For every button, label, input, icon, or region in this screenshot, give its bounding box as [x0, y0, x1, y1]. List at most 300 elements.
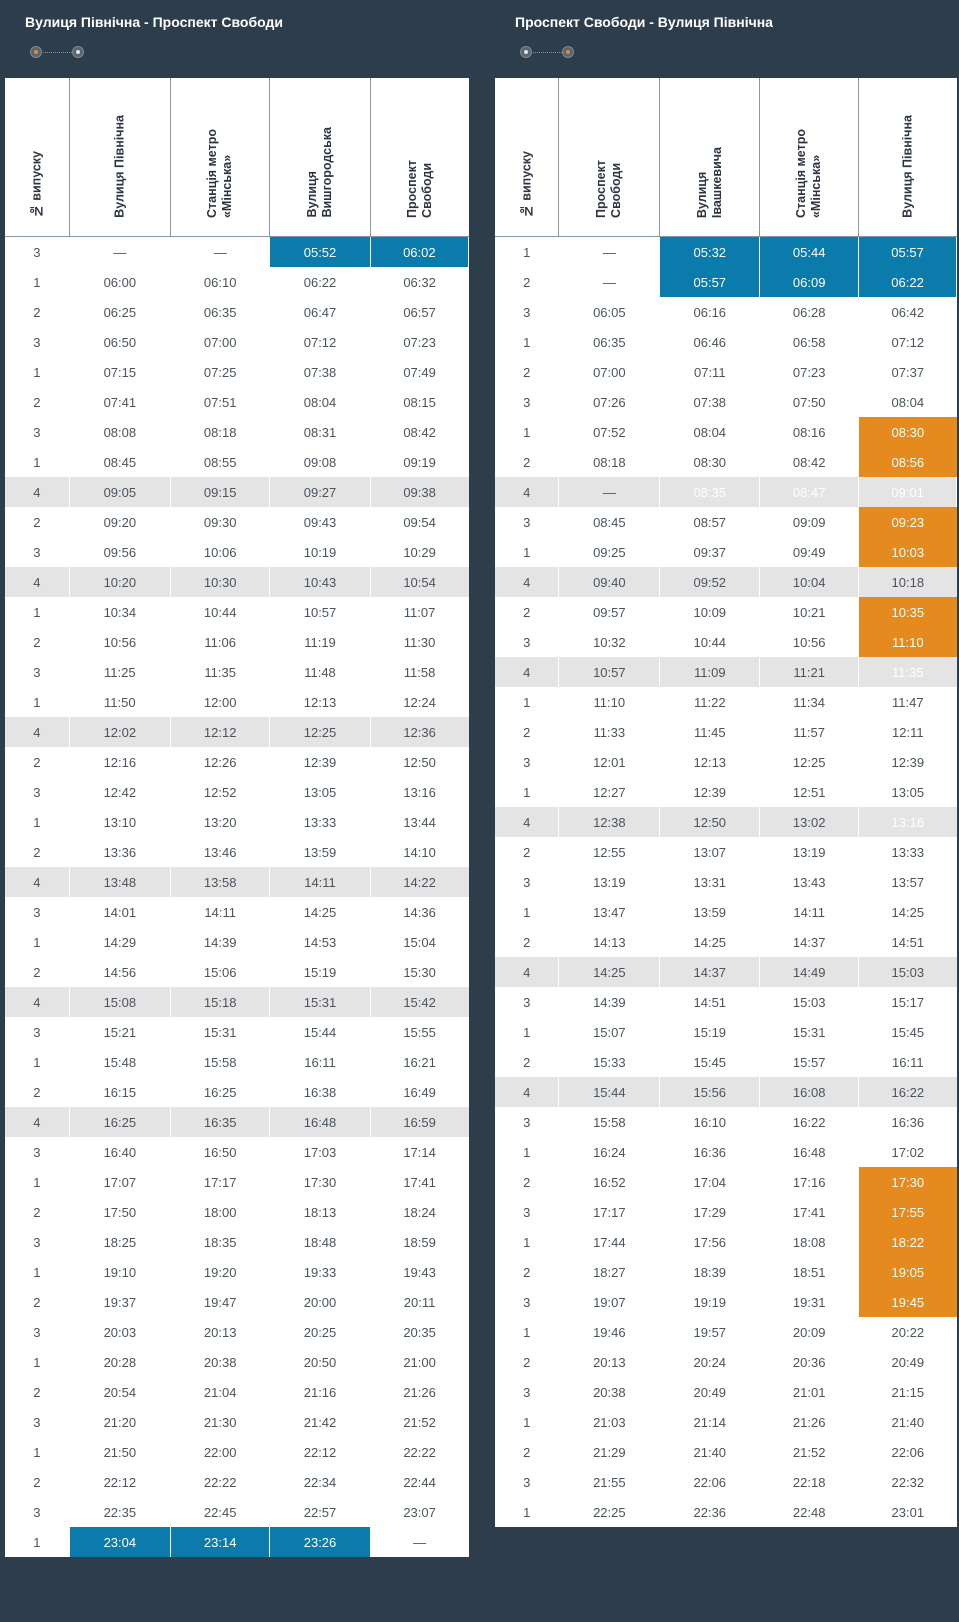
- time-cell: 11:47: [892, 694, 924, 710]
- time-cell: 09:49: [760, 537, 859, 567]
- time-cell: 06:35: [171, 297, 270, 327]
- run-number-cell: 4: [5, 1107, 69, 1137]
- run-number-cell: 1: [495, 327, 559, 357]
- time-cell: 20:13: [171, 1317, 270, 1347]
- run-number-cell: 1: [5, 447, 69, 477]
- time-cell: 15:19: [270, 957, 370, 987]
- time-cell: 09:38: [370, 477, 468, 507]
- time-cell: 12:50: [660, 807, 760, 837]
- time-cell: 11:07: [403, 604, 436, 620]
- time-cell: 13:36: [69, 837, 170, 867]
- time-cell: 14:13: [559, 927, 660, 957]
- column-header: [171, 78, 270, 237]
- time-cell: 13:10: [69, 807, 170, 837]
- time-cell: 07:37: [891, 364, 925, 380]
- time-cell: 12:02: [69, 717, 170, 747]
- timetable-header-row: [495, 78, 957, 237]
- run-number-cell: 3: [5, 327, 69, 357]
- time-cell: 16:36: [891, 1114, 925, 1130]
- time-cell: 19:31: [760, 1287, 859, 1317]
- time-cell: 20:28: [69, 1347, 170, 1377]
- time-cell: 14:49: [760, 957, 859, 987]
- run-number-cell: 4: [495, 957, 559, 987]
- time-cell: 17:41: [760, 1197, 859, 1227]
- table-row: [5, 447, 469, 477]
- run-number-cell: 1: [5, 1527, 69, 1557]
- pager-dot-1[interactable]: [520, 46, 532, 58]
- time-cell: 09:09: [760, 507, 859, 537]
- time-cell: 11:35: [859, 657, 957, 687]
- table-row: [495, 627, 957, 657]
- time-cell: 22:12: [69, 1467, 170, 1497]
- time-cell: 11:19: [270, 627, 370, 657]
- time-cell: 10:44: [171, 597, 270, 627]
- run-number-cell: 2: [495, 1047, 559, 1077]
- time-cell: 15:33: [559, 1047, 660, 1077]
- table-row: [495, 1437, 957, 1467]
- time-cell: 18:39: [660, 1257, 760, 1287]
- time-cell: 12:27: [559, 777, 660, 807]
- time-cell: 06:28: [760, 297, 859, 327]
- run-number-cell: 2: [5, 1287, 69, 1317]
- run-number-cell: 1: [5, 1167, 69, 1197]
- time-cell: 13:33: [891, 844, 925, 860]
- time-cell: 15:03: [859, 957, 957, 987]
- time-cell: 13:48: [69, 867, 170, 897]
- time-cell: 12:25: [270, 717, 370, 747]
- time-cell: 09:56: [69, 537, 170, 567]
- run-number-cell: 1: [495, 417, 559, 447]
- run-number-cell: 3: [5, 537, 69, 567]
- time-cell: 14:53: [270, 927, 370, 957]
- time-cell: 10:32: [559, 627, 660, 657]
- run-number-cell: 4: [5, 567, 69, 597]
- time-cell: 19:19: [660, 1287, 760, 1317]
- time-cell: 18:08: [760, 1227, 859, 1257]
- time-cell: 08:15: [403, 394, 436, 410]
- time-cell: 16:24: [559, 1137, 660, 1167]
- time-cell: 05:57: [859, 237, 957, 268]
- table-row: [5, 237, 469, 268]
- table-row: [5, 1287, 469, 1317]
- time-cell: —: [559, 237, 660, 268]
- time-cell: 21:00: [403, 1354, 436, 1370]
- time-cell: 06:02: [370, 237, 468, 268]
- table-row: [5, 1167, 469, 1197]
- time-cell: 20:00: [270, 1287, 370, 1317]
- run-number-cell: 3: [5, 1227, 69, 1257]
- time-cell: 16:11: [892, 1054, 924, 1070]
- table-row: [5, 957, 469, 987]
- pager-dot-2[interactable]: [562, 46, 574, 58]
- time-cell: 13:05: [891, 784, 925, 800]
- run-number-cell: 3: [5, 777, 69, 807]
- run-number-cell: 1: [495, 1407, 559, 1437]
- time-cell: 11:06: [171, 627, 270, 657]
- time-cell: 08:47: [760, 477, 859, 507]
- direction-pager: [30, 46, 84, 60]
- time-cell: 16:15: [69, 1077, 170, 1107]
- time-cell: 22:45: [171, 1497, 270, 1527]
- time-cell: 08:45: [559, 507, 660, 537]
- run-number-cell: 1: [5, 687, 69, 717]
- time-cell: 22:06: [891, 1444, 925, 1460]
- run-number-cell: 2: [495, 357, 559, 387]
- table-row: [495, 657, 957, 687]
- run-number-cell: 2: [495, 927, 559, 957]
- time-cell: 13:02: [760, 807, 859, 837]
- time-cell: 13:43: [760, 867, 859, 897]
- run-number-cell: 2: [5, 1197, 69, 1227]
- time-cell: 18:24: [403, 1204, 436, 1220]
- time-cell: 18:27: [559, 1257, 660, 1287]
- run-number-cell: 1: [5, 267, 69, 297]
- time-cell: 06:25: [69, 297, 170, 327]
- time-cell: 19:43: [403, 1264, 436, 1280]
- table-row: [495, 507, 957, 537]
- table-row: [495, 777, 957, 807]
- time-cell: 10:20: [69, 567, 170, 597]
- time-cell: 14:51: [660, 987, 760, 1017]
- run-number-cell: 3: [5, 1017, 69, 1047]
- time-cell: 10:57: [559, 657, 660, 687]
- time-cell: 20:09: [760, 1317, 859, 1347]
- time-cell: 14:36: [403, 904, 436, 920]
- time-cell: 08:08: [69, 417, 170, 447]
- table-row: [5, 1047, 469, 1077]
- time-cell: 14:25: [891, 904, 925, 920]
- table-row: [495, 867, 957, 897]
- run-number-cell: 3: [495, 1377, 559, 1407]
- table-row: [495, 1377, 957, 1407]
- time-cell: 10:43: [270, 567, 370, 597]
- run-number-cell: 4: [5, 867, 69, 897]
- time-cell: 14:51: [891, 934, 925, 950]
- time-cell: 23:04: [69, 1527, 170, 1557]
- time-cell: 07:12: [270, 327, 370, 357]
- table-row: [495, 447, 957, 477]
- table-row: [495, 477, 957, 507]
- table-row: [5, 1107, 469, 1137]
- time-cell: 13:57: [891, 874, 925, 890]
- time-cell: 06:09: [760, 267, 859, 297]
- time-cell: 06:46: [660, 327, 760, 357]
- time-cell: 12:00: [171, 687, 270, 717]
- time-cell: 19:20: [171, 1257, 270, 1287]
- table-row: [5, 717, 469, 747]
- time-cell: 08:42: [760, 447, 859, 477]
- time-cell: 23:07: [403, 1504, 436, 1520]
- time-cell: 13:46: [171, 837, 270, 867]
- table-row: [495, 897, 957, 927]
- timetable-left: [5, 78, 469, 1557]
- time-cell: 17:30: [270, 1167, 370, 1197]
- time-cell: 17:17: [559, 1197, 660, 1227]
- table-row: [495, 987, 957, 1017]
- time-cell: 07:50: [760, 387, 859, 417]
- time-cell: 17:16: [760, 1167, 859, 1197]
- run-number-cell: 3: [5, 1407, 69, 1437]
- time-cell: 14:37: [760, 927, 859, 957]
- run-number-cell: 2: [495, 1167, 559, 1197]
- time-cell: 22:57: [270, 1497, 370, 1527]
- time-cell: 22:18: [760, 1467, 859, 1497]
- time-cell: 20:36: [760, 1347, 859, 1377]
- time-cell: 11:48: [270, 657, 370, 687]
- time-cell: 20:50: [270, 1347, 370, 1377]
- column-header-label: № випуску: [29, 150, 44, 218]
- column-header-label: Вулиця Північна: [900, 115, 915, 218]
- time-cell: 10:03: [859, 537, 957, 567]
- table-row: [5, 897, 469, 927]
- column-header-label: Вулиця Івашкевича: [694, 146, 724, 218]
- time-cell: 18:48: [270, 1227, 370, 1257]
- table-row: [495, 1497, 957, 1527]
- time-cell: 12:36: [370, 717, 468, 747]
- time-cell: 17:55: [859, 1197, 957, 1227]
- time-cell: 14:10: [403, 844, 436, 860]
- table-row: [5, 987, 469, 1017]
- time-cell: 18:51: [760, 1257, 859, 1287]
- time-cell: 07:23: [403, 334, 436, 350]
- time-cell: 13:07: [660, 837, 760, 867]
- time-cell: 13:31: [660, 867, 760, 897]
- time-cell: 07:12: [891, 334, 925, 350]
- time-cell: 12:13: [270, 687, 370, 717]
- time-cell: 09:01: [859, 477, 957, 507]
- time-cell: 19:05: [859, 1257, 957, 1287]
- time-cell: 13:59: [270, 837, 370, 867]
- time-cell: 07:41: [69, 387, 170, 417]
- time-cell: 09:57: [559, 597, 660, 627]
- time-cell: 12:39: [270, 747, 370, 777]
- run-number-cell: 2: [5, 297, 69, 327]
- time-cell: 20:24: [660, 1347, 760, 1377]
- time-cell: 22:00: [171, 1437, 270, 1467]
- table-row: [495, 837, 957, 867]
- time-cell: 06:58: [760, 327, 859, 357]
- time-cell: 09:27: [270, 477, 370, 507]
- time-cell: 15:06: [171, 957, 270, 987]
- table-row: [495, 1167, 957, 1197]
- time-cell: 15:19: [660, 1017, 760, 1047]
- time-cell: 07:00: [171, 327, 270, 357]
- column-header-label: Станція метро «Мінська»: [794, 128, 824, 218]
- run-number-cell: 1: [5, 807, 69, 837]
- table-row: [5, 1527, 469, 1557]
- time-cell: 07:26: [559, 387, 660, 417]
- time-cell: 09:54: [403, 514, 436, 530]
- run-number-cell: 2: [495, 1257, 559, 1287]
- time-cell: 21:52: [403, 1414, 436, 1430]
- run-number-cell: 4: [5, 987, 69, 1017]
- table-row: [495, 1317, 957, 1347]
- time-cell: 20:38: [171, 1347, 270, 1377]
- time-cell: 21:03: [559, 1407, 660, 1437]
- time-cell: 10:35: [859, 597, 957, 627]
- time-cell: 12:26: [171, 747, 270, 777]
- time-cell: 13:19: [559, 867, 660, 897]
- time-cell: 15:42: [370, 987, 468, 1017]
- pager-dot-1[interactable]: [30, 46, 42, 58]
- time-cell: 08:42: [403, 424, 436, 440]
- time-cell: 16:38: [270, 1077, 370, 1107]
- time-cell: 11:09: [660, 657, 760, 687]
- time-cell: 20:03: [69, 1317, 170, 1347]
- time-cell: 06:35: [559, 327, 660, 357]
- time-cell: 06:50: [69, 327, 170, 357]
- table-row: [5, 807, 469, 837]
- time-cell: 20:25: [270, 1317, 370, 1347]
- table-row: [5, 657, 469, 687]
- time-cell: 21:26: [760, 1407, 859, 1437]
- run-number-cell: 1: [5, 1047, 69, 1077]
- time-cell: —: [559, 477, 660, 507]
- time-cell: 08:30: [660, 447, 760, 477]
- time-cell: 05:44: [760, 237, 859, 268]
- time-cell: 11:21: [760, 657, 859, 687]
- time-cell: 16:52: [559, 1167, 660, 1197]
- time-cell: 21:50: [69, 1437, 170, 1467]
- time-cell: 06:05: [559, 297, 660, 327]
- pager-dot-2[interactable]: [72, 46, 84, 58]
- time-cell: 16:48: [270, 1107, 370, 1137]
- time-cell: 08:04: [270, 387, 370, 417]
- time-cell: 16:35: [171, 1107, 270, 1137]
- table-row: [5, 507, 469, 537]
- run-number-cell: 3: [495, 1107, 559, 1137]
- column-header: [859, 78, 957, 237]
- time-cell: 10:44: [660, 627, 760, 657]
- time-cell: 22:22: [171, 1467, 270, 1497]
- time-cell: 09:08: [270, 447, 370, 477]
- time-cell: 12:42: [69, 777, 170, 807]
- time-cell: 12:38: [559, 807, 660, 837]
- time-cell: 15:44: [270, 1017, 370, 1047]
- time-cell: 07:49: [403, 364, 436, 380]
- table-row: [495, 687, 957, 717]
- time-cell: 23:14: [171, 1527, 270, 1557]
- run-number-cell: 4: [495, 657, 559, 687]
- panel-header: [495, 0, 957, 78]
- time-cell: 17:41: [403, 1174, 436, 1190]
- table-row: [495, 567, 957, 597]
- column-header: [559, 78, 660, 237]
- time-cell: 09:05: [69, 477, 170, 507]
- time-cell: 07:15: [69, 357, 170, 387]
- time-cell: 21:42: [270, 1407, 370, 1437]
- time-cell: 17:56: [660, 1227, 760, 1257]
- time-cell: 19:10: [69, 1257, 170, 1287]
- run-number-cell: 2: [495, 267, 559, 297]
- pager-line: [528, 52, 566, 53]
- run-number-cell: 1: [495, 1317, 559, 1347]
- time-cell: 16:40: [69, 1137, 170, 1167]
- time-cell: 17:04: [660, 1167, 760, 1197]
- table-row: [5, 477, 469, 507]
- time-cell: 15:17: [891, 994, 925, 1010]
- table-row: [495, 717, 957, 747]
- time-cell: 20:49: [891, 1354, 925, 1370]
- run-number-cell: 2: [5, 1377, 69, 1407]
- time-cell: 07:38: [270, 357, 370, 387]
- run-number-cell: 1: [5, 1437, 69, 1467]
- time-cell: 18:35: [171, 1227, 270, 1257]
- run-number-cell: 3: [5, 1317, 69, 1347]
- time-cell: 16:10: [660, 1107, 760, 1137]
- time-cell: 15:57: [760, 1047, 859, 1077]
- time-cell: 12:39: [891, 754, 925, 770]
- time-cell: 16:36: [660, 1137, 760, 1167]
- time-cell: 10:18: [859, 567, 957, 597]
- table-row: [5, 1017, 469, 1047]
- run-number-cell: 2: [495, 717, 559, 747]
- time-cell: 05:57: [660, 267, 760, 297]
- run-number-cell: 3: [5, 417, 69, 447]
- time-cell: 10:30: [171, 567, 270, 597]
- time-cell: 16:49: [403, 1084, 436, 1100]
- table-row: [495, 1197, 957, 1227]
- run-number-cell: 2: [495, 597, 559, 627]
- run-number-cell: 1: [495, 237, 559, 268]
- time-cell: 21:14: [660, 1407, 760, 1437]
- table-row: [495, 417, 957, 447]
- time-cell: 15:04: [403, 934, 436, 950]
- time-cell: 15:03: [760, 987, 859, 1017]
- time-cell: 12:11: [892, 724, 924, 740]
- time-cell: 20:22: [891, 1324, 925, 1340]
- table-row: [5, 627, 469, 657]
- time-cell: 05:52: [270, 237, 370, 268]
- column-header: [69, 78, 170, 237]
- time-cell: 07:38: [660, 387, 760, 417]
- table-row: [5, 417, 469, 447]
- time-cell: 15:58: [559, 1107, 660, 1137]
- time-cell: 06:42: [891, 304, 925, 320]
- time-cell: 21:26: [403, 1384, 436, 1400]
- run-number-cell: 1: [495, 1017, 559, 1047]
- run-number-cell: 2: [5, 387, 69, 417]
- time-cell: 15:07: [559, 1017, 660, 1047]
- time-cell: 21:29: [559, 1437, 660, 1467]
- time-cell: 18:59: [403, 1234, 436, 1250]
- time-cell: 11:57: [760, 717, 859, 747]
- pager-line: [38, 52, 76, 53]
- time-cell: 18:00: [171, 1197, 270, 1227]
- time-cell: 11:33: [559, 717, 660, 747]
- run-number-cell: 2: [5, 957, 69, 987]
- time-cell: 20:13: [559, 1347, 660, 1377]
- column-header: [660, 78, 760, 237]
- time-cell: 12:39: [660, 777, 760, 807]
- table-row: [5, 1377, 469, 1407]
- run-number-cell: 1: [495, 687, 559, 717]
- time-cell: 15:18: [171, 987, 270, 1017]
- run-number-cell: 3: [495, 987, 559, 1017]
- time-cell: 15:21: [69, 1017, 170, 1047]
- run-number-cell: 1: [5, 1347, 69, 1377]
- run-number-cell: 2: [5, 747, 69, 777]
- time-cell: 17:17: [171, 1167, 270, 1197]
- time-cell: 15:58: [171, 1047, 270, 1077]
- run-number-cell: 4: [495, 477, 559, 507]
- table-row: [5, 327, 469, 357]
- time-cell: 22:22: [403, 1444, 436, 1460]
- panel-title: Вулиця Північна - Проспект Свободи: [25, 14, 283, 30]
- table-row: [495, 1407, 957, 1437]
- time-cell: 22:34: [270, 1467, 370, 1497]
- run-number-cell: 2: [5, 1077, 69, 1107]
